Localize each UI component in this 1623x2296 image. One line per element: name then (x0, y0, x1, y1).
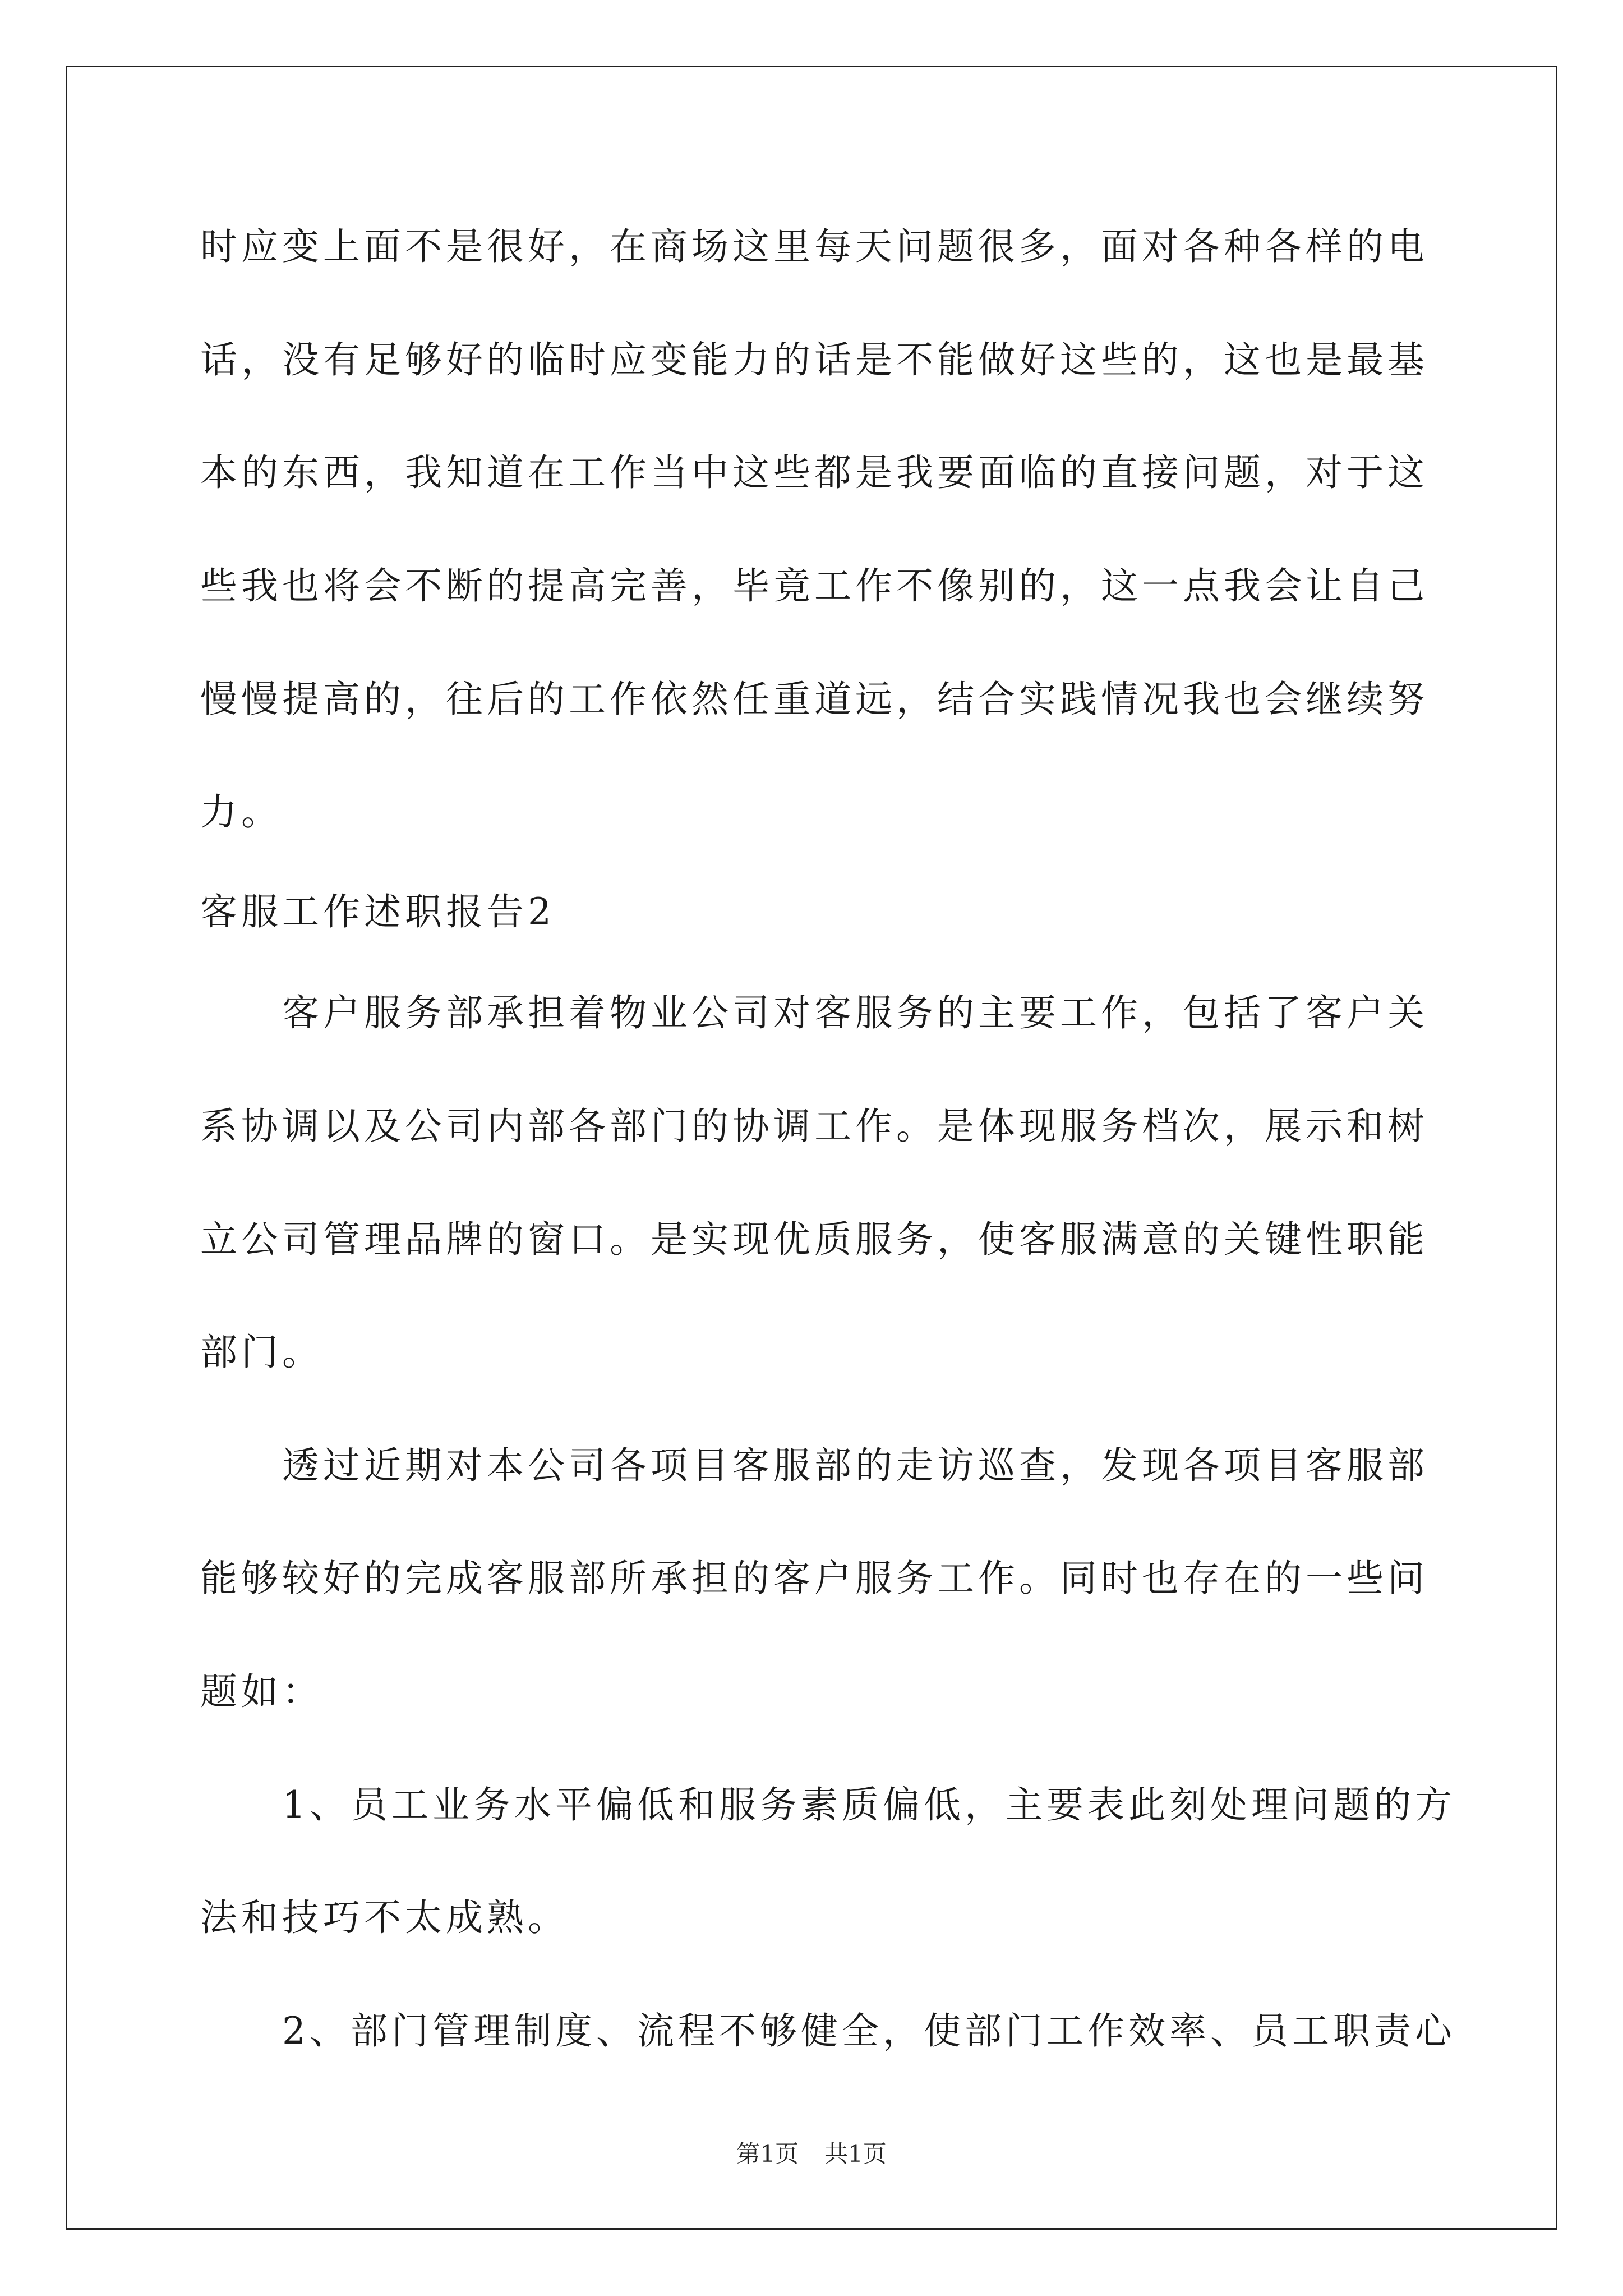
body-text-line: 时应变上面不是很好，在商场这里每天问题很多，面对各种各样的电 (200, 225, 1428, 268)
list-item-text: 法和技巧不太成熟。 (200, 1896, 569, 1939)
body-text-line: 些我也将会不断的提高完善，毕竟工作不像别的，这一点我会让自己 (200, 564, 1428, 608)
list-item-text: 1、员工业务水平偏低和服务素质偏低，主要表此刻处理问题的方 (282, 1783, 1456, 1826)
page-total: 共1页 (824, 2140, 887, 2168)
body-text-line: 能够较好的完成客服部所承担的客户服务工作。同时也存在的一些问 (200, 1557, 1428, 1600)
body-text-line: 部门。 (200, 1331, 323, 1374)
list-item-text: 2、部门管理制度、流程不够健全，使部门工作效率、员工职责心 (282, 2009, 1456, 2053)
body-text-line: 题如： (200, 1670, 323, 1713)
body-text-line: 透过近期对本公司各项目客服部的走访巡查，发现各项目客服部 (282, 1444, 1428, 1487)
body-text-line: 客户服务部承担着物业公司对客服务的主要工作，包括了客户关 (282, 991, 1428, 1034)
body-text-line: 系协调以及公司内部各部门的协调工作。是体现服务档次，展示和树 (200, 1105, 1428, 1148)
body-text-line: 立公司管理品牌的窗口。是实现优质服务，使客服满意的关键性职能 (200, 1218, 1428, 1261)
body-text-line: 慢慢提高的，往后的工作依然任重道远，结合实践情况我也会继续努 (200, 678, 1428, 721)
body-text-line: 本的东西，我知道在工作当中这些都是我要面临的直接问题，对于这 (200, 451, 1428, 494)
body-text-line: 话，没有足够好的临时应变能力的话是不能做好这些的，这也是最基 (200, 338, 1428, 381)
body-text-line: 力。 (200, 790, 282, 834)
page-number: 第1页 (736, 2140, 799, 2168)
section-heading: 客服工作述职报告2 (200, 890, 555, 933)
page-footer (0, 2137, 1623, 2171)
